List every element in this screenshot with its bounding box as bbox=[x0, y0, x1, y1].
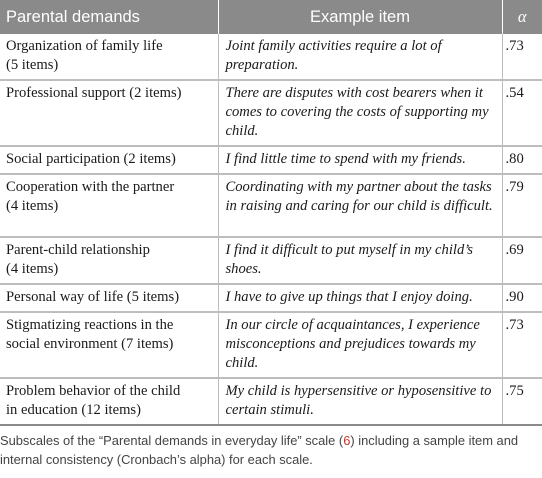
alpha-cell: .54 bbox=[502, 80, 542, 146]
reference-link[interactable]: 6 bbox=[343, 433, 351, 448]
demand-name: Cooperation with the partner bbox=[6, 179, 175, 195]
example-item-cell: I find it difficult to put myself in my child’s shoes. bbox=[218, 237, 502, 284]
demand-item-count: (4 items) bbox=[6, 198, 59, 214]
table-header bbox=[0, 0, 542, 34]
table-row bbox=[0, 174, 542, 237]
demand-cell bbox=[0, 34, 218, 80]
caption-text-start: Subscales of the “Parental demands in everyday life” scale ( bbox=[0, 433, 344, 448]
demand-cell bbox=[0, 80, 218, 146]
demand-name: Personal way of life (5 items) bbox=[6, 289, 180, 305]
demand-cell bbox=[0, 284, 218, 312]
table-row bbox=[0, 237, 542, 284]
alpha-cell: .73 bbox=[502, 34, 542, 80]
alpha-cell: .79 bbox=[502, 174, 542, 237]
example-item-cell: There are disputes with cost bearers when it comes to covering the costs of supporting my child. bbox=[218, 80, 502, 146]
example-item-cell: I find little time to spend with my friends. bbox=[218, 146, 502, 174]
demand-item-count: (5 items) bbox=[6, 57, 59, 73]
header-parental-demands: Parental demands bbox=[0, 0, 218, 34]
demand-cell bbox=[0, 174, 218, 237]
alpha-cell: .75 bbox=[502, 378, 542, 425]
demand-name: Parent-child relationship bbox=[6, 242, 150, 258]
demand-item-count: social environment (7 items) bbox=[6, 336, 174, 352]
header-example-item: Example item bbox=[218, 0, 502, 34]
demand-name: Professional support (2 items) bbox=[6, 85, 182, 101]
table-row bbox=[0, 284, 542, 312]
demand-cell bbox=[0, 237, 218, 284]
caption-text-end: ) including a sample item and internal consistency (Cronbach’s alpha) for each scale. bbox=[0, 433, 519, 467]
demand-name: Social participation (2 items) bbox=[6, 151, 176, 167]
table-row bbox=[0, 378, 542, 425]
demand-name: Organization of family life bbox=[6, 38, 163, 54]
alpha-cell: .73 bbox=[502, 312, 542, 378]
demand-name: Problem behavior of the child bbox=[6, 383, 181, 399]
table-row bbox=[0, 34, 542, 80]
header-alpha: α bbox=[502, 0, 542, 34]
example-item-cell: Joint family activities require a lot of preparation. bbox=[218, 34, 502, 80]
alpha-cell: .80 bbox=[502, 146, 542, 174]
demand-cell bbox=[0, 378, 218, 425]
example-item-cell: My child is hypersensitive or hyposensitive to certain stimuli. bbox=[218, 378, 502, 425]
alpha-cell: .90 bbox=[502, 284, 542, 312]
header-row bbox=[0, 0, 542, 34]
table-row bbox=[0, 312, 542, 378]
table-row bbox=[0, 146, 542, 174]
alpha-cell: .69 bbox=[502, 237, 542, 284]
example-item-cell: I have to give up things that I enjoy doing. bbox=[218, 284, 502, 312]
demand-cell bbox=[0, 146, 218, 174]
table-row bbox=[0, 80, 542, 146]
example-item-cell: Coordinating with my partner about the tasks in raising and caring for our child is difficult. bbox=[218, 174, 502, 237]
demand-item-count: in education (12 items) bbox=[6, 402, 141, 418]
demand-name: Stigmatizing reactions in the bbox=[6, 317, 174, 333]
example-item-cell: In our circle of acquaintances, I experience misconceptions and prejudices towards my child. bbox=[218, 312, 502, 378]
demand-cell bbox=[0, 312, 218, 378]
table-caption bbox=[0, 431, 542, 469]
demand-item-count: (4 items) bbox=[6, 261, 59, 277]
table-body bbox=[0, 34, 542, 425]
